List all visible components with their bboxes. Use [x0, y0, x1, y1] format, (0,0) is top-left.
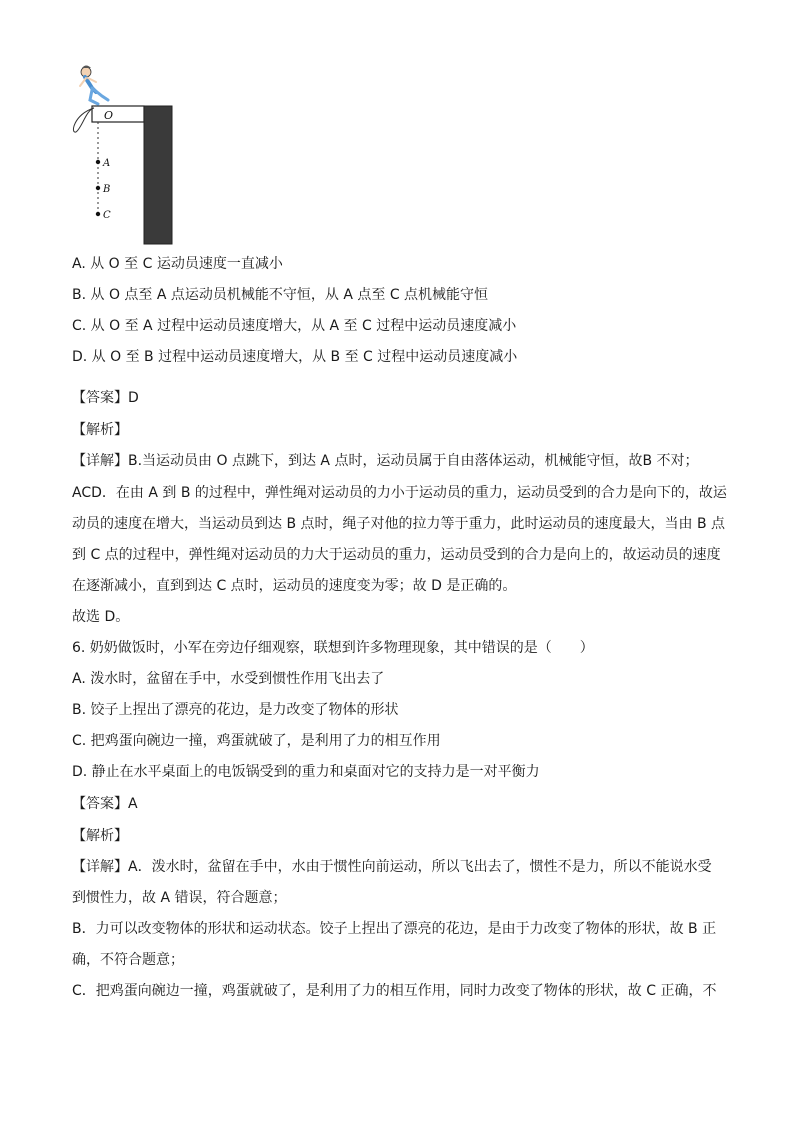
q6-analysis-2: 到惯性力，故 A 错误，符合题意；	[72, 890, 287, 906]
q5-answer: 【答案】D	[72, 390, 139, 406]
q5-option-b: B. 从 O 点至 A 点运动员机械能不守恒，从 A 点至 C 点机械能守恒	[72, 287, 489, 303]
q5-analysis-5: 在逐渐减小，直到到达 C 点时，运动员的速度变为零；故 D 是正确的。	[72, 578, 517, 594]
q6-answer: 【答案】A	[72, 796, 138, 812]
bungee-rope	[73, 108, 94, 132]
q6-analysis-3: B．力可以改变物体的形状和运动状态。饺子上捏出了漂亮的花边，是由于力改变了物体的形状，故 B 正	[72, 921, 717, 937]
q5-analysis-1: 【详解】B.当运动员由 O 点跳下，到达 A 点时，运动员属于自由落体运动，机械能守恒，故B 不对；	[72, 453, 699, 469]
q5-option-c: C. 从 O 至 A 过程中运动员速度增大，从 A 至 C 过程中运动员速度减小	[72, 318, 517, 334]
q6-stem: 6. 奶奶做饭时，小军在旁边仔细观察，联想到许多物理现象，其中错误的是（ ）	[72, 640, 594, 656]
cliff-wall	[144, 106, 172, 244]
q6-analysis-4: 确，不符合题意；	[72, 952, 184, 968]
label-a: A	[103, 158, 111, 169]
bungee-diagram	[68, 58, 188, 248]
q5-choose: 故选 D。	[72, 609, 130, 625]
q6-analysis-5: C．把鸡蛋向碗边一撞，鸡蛋就破了，是利用了力的相互作用，同时力改变了物体的形状，故 C 正确，不	[72, 983, 717, 999]
label-c: C	[103, 210, 111, 221]
q5-analysis-3: 动员的速度在增大，当运动员到达 B 点时，绳子对他的拉力等于重力，此时运动员的速度最大，当由 B 点	[72, 516, 726, 532]
q6-option-c: C. 把鸡蛋向碗边一撞，鸡蛋就破了，是利用了力的相互作用	[72, 733, 441, 749]
platform	[92, 106, 144, 122]
q5-option-a: A. 从 O 至 C 运动员速度一直减小	[72, 256, 283, 272]
jumper-icon	[80, 66, 108, 105]
point-c	[96, 212, 100, 216]
q6-analysis-1: 【详解】A．泼水时，盆留在手中，水由于惯性向前运动，所以飞出去了，惯性不是力，所以不能说水受	[72, 859, 712, 875]
q6-option-a: A. 泼水时，盆留在手中，水受到惯性作用飞出去了	[72, 671, 385, 687]
q5-analysis-title: 【解析】	[72, 422, 128, 438]
q5-analysis-2: ACD．在由 A 到 B 的过程中，弹性绳对运动员的力小于运动员的重力，运动员受到的合力是向下的，故运	[72, 485, 727, 501]
label-b: B	[103, 184, 111, 195]
label-o: O	[104, 109, 114, 122]
q5-analysis-4: 到 C 点的过程中，弹性绳对运动员的力大于运动员的重力，运动员受到的合力是向上的，故运动员的速度	[72, 547, 721, 563]
q6-option-d: D. 静止在水平桌面上的电饭锅受到的重力和桌面对它的支持力是一对平衡力	[72, 764, 540, 780]
q6-analysis-title: 【解析】	[72, 828, 128, 844]
point-b	[96, 186, 100, 190]
bungee-jump-figure	[68, 58, 188, 248]
q5-option-d: D. 从 O 至 B 过程中运动员速度增大，从 B 至 C 过程中运动员速度减小	[72, 349, 518, 365]
point-a	[96, 160, 100, 164]
q6-option-b: B. 饺子上捏出了漂亮的花边，是力改变了物体的形状	[72, 702, 399, 718]
